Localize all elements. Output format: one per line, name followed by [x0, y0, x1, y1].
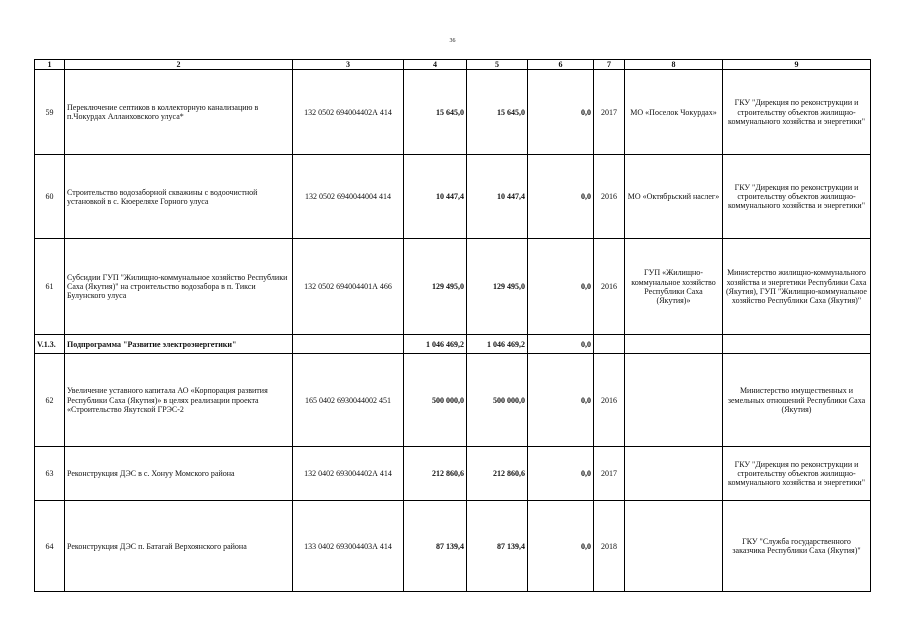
row-name: Субсидии ГУП "Жилищно-коммунальное хозяйство Республики Саха (Якутия)" на строительство водозабора в п. Тикси Булунского улуса — [65, 239, 293, 335]
row-col5: 129 495,0 — [467, 239, 528, 335]
subprogram-customer — [625, 335, 723, 354]
header-cell: 5 — [467, 60, 528, 70]
row-col5: 15 645,0 — [467, 70, 528, 155]
row-name: Увеличение уставного капитала АО «Корпорация развития Республики Саха (Якутия)» в целях реализации проекта «Строительство Якутской ГРЭС-2 — [65, 354, 293, 447]
row-col6: 0,0 — [528, 447, 594, 501]
row-number: 63 — [35, 447, 65, 501]
row-col4: 87 139,4 — [404, 501, 467, 592]
row-code: 132 0502 694004401А 466 — [293, 239, 404, 335]
header-row — [35, 60, 871, 70]
header-cell: 3 — [293, 60, 404, 70]
row-year: 2018 — [594, 501, 625, 592]
row-number: 64 — [35, 501, 65, 592]
header-cell: 7 — [594, 60, 625, 70]
table-row — [35, 70, 871, 155]
subprogram-number: V.1.3. — [35, 335, 65, 354]
row-col5: 10 447,4 — [467, 155, 528, 239]
row-col6: 0,0 — [528, 501, 594, 592]
row-code: 133 0402 693004403А 414 — [293, 501, 404, 592]
row-year: 2016 — [594, 354, 625, 447]
header-cell: 1 — [35, 60, 65, 70]
row-executor: Министерство жилищно-коммунального хозяйства и энергетики Республики Саха (Якутия), ГУП "Жилищно-коммунальное хозяйство Республики Саха (Якутия)" — [723, 239, 871, 335]
header-cell: 6 — [528, 60, 594, 70]
table-row — [35, 155, 871, 239]
row-code: 165 0402 6930044002 451 — [293, 354, 404, 447]
row-col5: 87 139,4 — [467, 501, 528, 592]
subprogram-code — [293, 335, 404, 354]
subprogram-year — [594, 335, 625, 354]
header-cell: 8 — [625, 60, 723, 70]
row-year: 2016 — [594, 239, 625, 335]
row-number: 60 — [35, 155, 65, 239]
row-customer: МО «Октябрьский наслег» — [625, 155, 723, 239]
row-name: Переключение септиков в коллекторную канализацию в п.Чокурдах Аллаиховского улуса* — [65, 70, 293, 155]
row-year: 2017 — [594, 70, 625, 155]
page-number: 36 — [449, 38, 456, 44]
row-col4: 15 645,0 — [404, 70, 467, 155]
subprogram-col6: 0,0 — [528, 335, 594, 354]
row-executor: Министерство имущественных и земельных отношений Республики Саха (Якутия) — [723, 354, 871, 447]
row-col6: 0,0 — [528, 354, 594, 447]
row-col5: 212 860,6 — [467, 447, 528, 501]
row-code: 132 0402 693004402А 414 — [293, 447, 404, 501]
row-number: 62 — [35, 354, 65, 447]
row-col6: 0,0 — [528, 155, 594, 239]
row-year: 2016 — [594, 155, 625, 239]
row-number: 59 — [35, 70, 65, 155]
row-customer — [625, 354, 723, 447]
row-customer — [625, 501, 723, 592]
row-col6: 0,0 — [528, 239, 594, 335]
row-executor: ГКУ "Служба государственного заказчика Республики Саха (Якутия)" — [723, 501, 871, 592]
table-row — [35, 501, 871, 592]
row-year: 2017 — [594, 447, 625, 501]
row-code: 132 0502 694004402А 414 — [293, 70, 404, 155]
row-executor: ГКУ "Дирекция по реконструкции и строительству объектов жилищно-коммунального хозяйства и энергетики" — [723, 155, 871, 239]
row-col6: 0,0 — [528, 70, 594, 155]
program-table — [34, 59, 871, 592]
row-customer — [625, 447, 723, 501]
row-col5: 500 000,0 — [467, 354, 528, 447]
table-row — [35, 354, 871, 447]
row-name: Реконструкция ДЭС в с. Хонуу Момского района — [65, 447, 293, 501]
row-col4: 129 495,0 — [404, 239, 467, 335]
header-cell: 4 — [404, 60, 467, 70]
subprogram-col4: 1 046 469,2 — [404, 335, 467, 354]
header-cell: 2 — [65, 60, 293, 70]
subprogram-row — [35, 335, 871, 354]
row-col4: 500 000,0 — [404, 354, 467, 447]
subprogram-name: Подпрограмма "Развитие электроэнергетики" — [65, 335, 293, 354]
row-executor: ГКУ "Дирекция по реконструкции и строительству объектов жилищно-коммунального хозяйства и энергетики" — [723, 70, 871, 155]
subprogram-col5: 1 046 469,2 — [467, 335, 528, 354]
row-code: 132 0502 6940044004 414 — [293, 155, 404, 239]
row-name: Реконструкция ДЭС п. Батагай Верхоянского района — [65, 501, 293, 592]
row-executor: ГКУ "Дирекция по реконструкции и строительству объектов жилищно-коммунального хозяйства и энергетики" — [723, 447, 871, 501]
row-number: 61 — [35, 239, 65, 335]
row-customer: МО «Поселок Чокурдах» — [625, 70, 723, 155]
row-col4: 10 447,4 — [404, 155, 467, 239]
subprogram-executor — [723, 335, 871, 354]
table-row — [35, 447, 871, 501]
table-row — [35, 239, 871, 335]
row-customer: ГУП «Жилищно-коммунальное хозяйство Республики Саха (Якутия)» — [625, 239, 723, 335]
row-name: Строительство водозаборной скважины с водоочистной установкой в с. Кюереляхе Горного улуса — [65, 155, 293, 239]
header-cell: 9 — [723, 60, 871, 70]
row-col4: 212 860,6 — [404, 447, 467, 501]
